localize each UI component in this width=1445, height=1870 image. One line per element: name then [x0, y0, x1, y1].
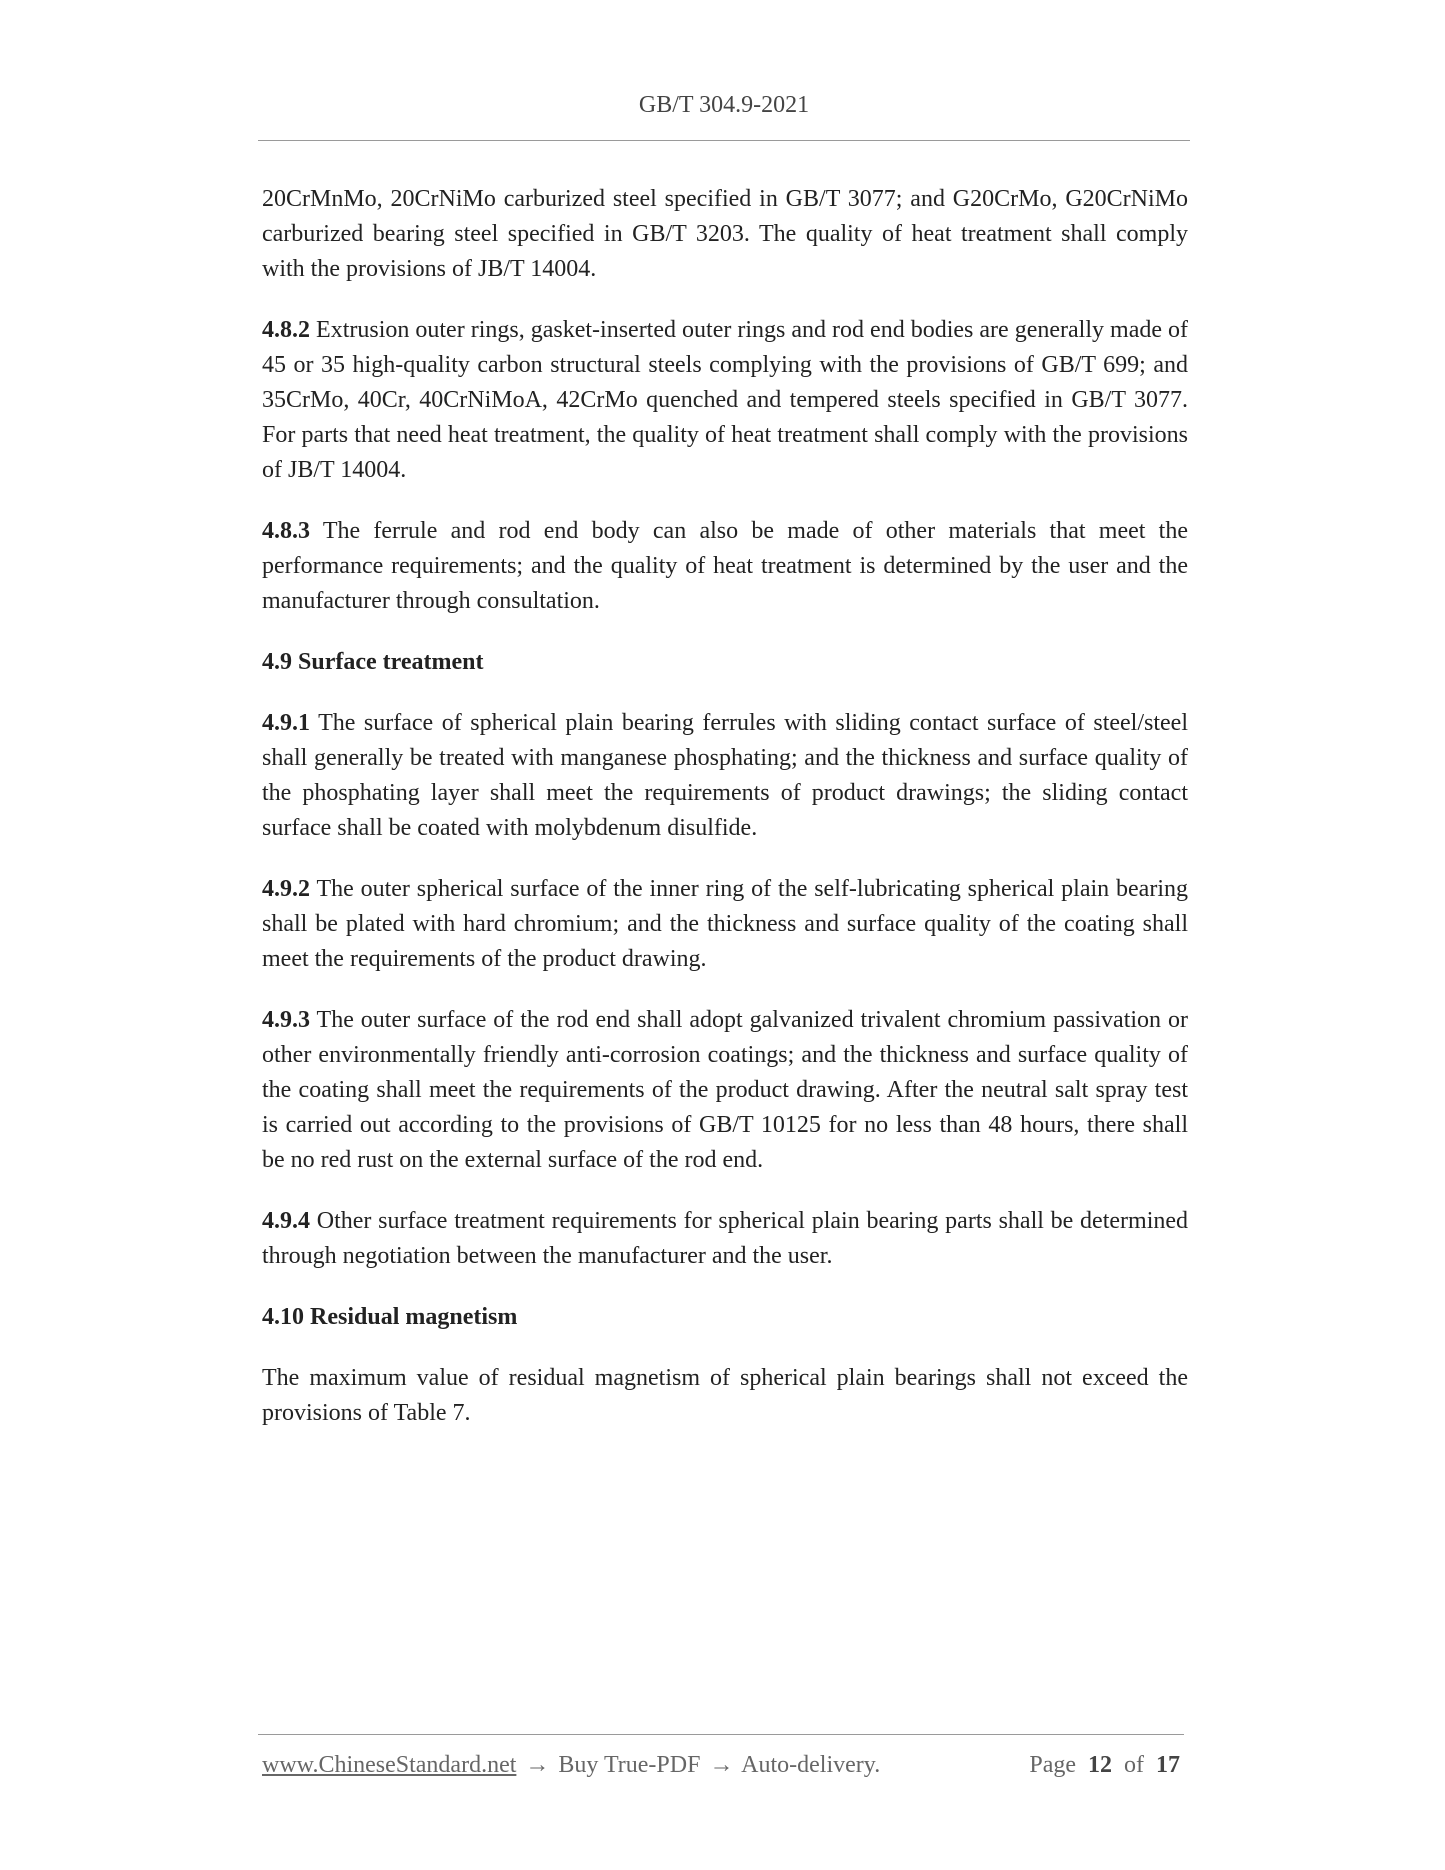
- clause-text: Other surface treatment requirements for spherical plain bearing parts shall be determined through negotiation between the manufacturer and the user.: [262, 1208, 1189, 1269]
- clause-number: 4.9.2: [262, 876, 310, 902]
- paragraph-text: 20CrMnMo, 20CrNiMo carburized steel specified in GB/T 3077; and G20CrMo, G20CrNiMo carburized bearing steel specified in GB/T 3203. The quality of heat treatment shall comply with the provisions of JB/T 14004.: [262, 186, 1188, 282]
- clause-number: 4.9.4: [262, 1208, 310, 1234]
- clause-text: The outer spherical surface of the inner ring of the self-lubricating spherical plain bearing shall be plated with hard chromium; and the thickness and surface quality of the coating shall meet the requirements of the product drawing.: [262, 876, 1188, 972]
- website-link[interactable]: www.ChineseStandard.net: [262, 1752, 517, 1778]
- document-header: GB/T 304.9-2021: [638, 92, 810, 118]
- clause-text: The surface of spherical plain bearing ferrules with sliding contact surface of steel/steel shall generally be treated with manganese phosphating; and the thickness and surface quality of the phosphating layer shall meet the requirements of product drawings; the sliding contact surface shall be coated with molybdenum disulfide.: [262, 710, 1188, 841]
- arrow-right-icon: →: [525, 1752, 550, 1778]
- clause-4-9-1: [262, 706, 1188, 846]
- clause-4-9-4: [262, 1204, 1188, 1274]
- paragraph-4-10: The maximum value of residual magnetism of spherical plain bearings shall not exceed the provisions of Table 7.: [262, 1365, 1188, 1426]
- page-label: Page: [1029, 1752, 1076, 1778]
- clause-4-9-3: [262, 1003, 1188, 1178]
- clause-text: The outer surface of the rod end shall adopt galvanized trivalent chromium passivation or other environmentally friendly anti-corrosion coatings; and the thickness and surface quality of the coating shall meet the requirements of the product drawing. After the neutral salt spray test is carried out according to the provisions of GB/T 10125 for no less than 48 hours, there shall be no red rust on the external surface of the rod end.: [262, 1007, 1188, 1173]
- clause-text: The ferrule and rod end body can also be made of other materials that meet the performance requirements; and the quality of heat treatment is determined by the user and the manufacturer through consultation.: [262, 518, 1188, 614]
- of-label: of: [1124, 1752, 1144, 1778]
- header-divider: [258, 140, 1190, 141]
- document-body: [262, 182, 1188, 1457]
- auto-delivery-text: Auto-delivery.: [741, 1752, 881, 1778]
- clause-number: 4.9.3: [262, 1007, 310, 1033]
- page-indicator: [1029, 1752, 1180, 1779]
- section-heading-4-10: 4.10 Residual magnetism: [262, 1304, 518, 1330]
- clause-text: Extrusion outer rings, gasket-inserted outer rings and rod end bodies are generally made of 45 or 35 high-quality carbon structural steels complying with the provisions of GB/T 699; and 35CrMo, 40Cr, 40CrNiMoA, 42CrMo quenched and tempered steels specified in GB/T 3077. For parts that need heat treatment, the quality of heat treatment shall comply with the provisions of JB/T 14004.: [262, 317, 1189, 483]
- section-heading-4-9: 4.9 Surface treatment: [262, 649, 484, 675]
- clause-number: 4.8.3: [262, 518, 310, 544]
- paragraph-continuation: [262, 182, 1188, 287]
- arrow-right-icon: →: [709, 1752, 734, 1778]
- footer-divider: [258, 1734, 1184, 1735]
- page-footer: [262, 1752, 1180, 1779]
- page-total: 17: [1156, 1752, 1180, 1778]
- clause-number: 4.9.1: [262, 710, 310, 736]
- clause-4-8-2: [262, 313, 1188, 488]
- clause-4-9-2: [262, 872, 1188, 977]
- footer-left: [262, 1752, 880, 1779]
- page-current: 12: [1088, 1752, 1112, 1778]
- clause-number: 4.8.2: [262, 317, 310, 343]
- buy-pdf-text: Buy True-PDF: [558, 1752, 701, 1778]
- clause-4-8-3: [262, 514, 1188, 619]
